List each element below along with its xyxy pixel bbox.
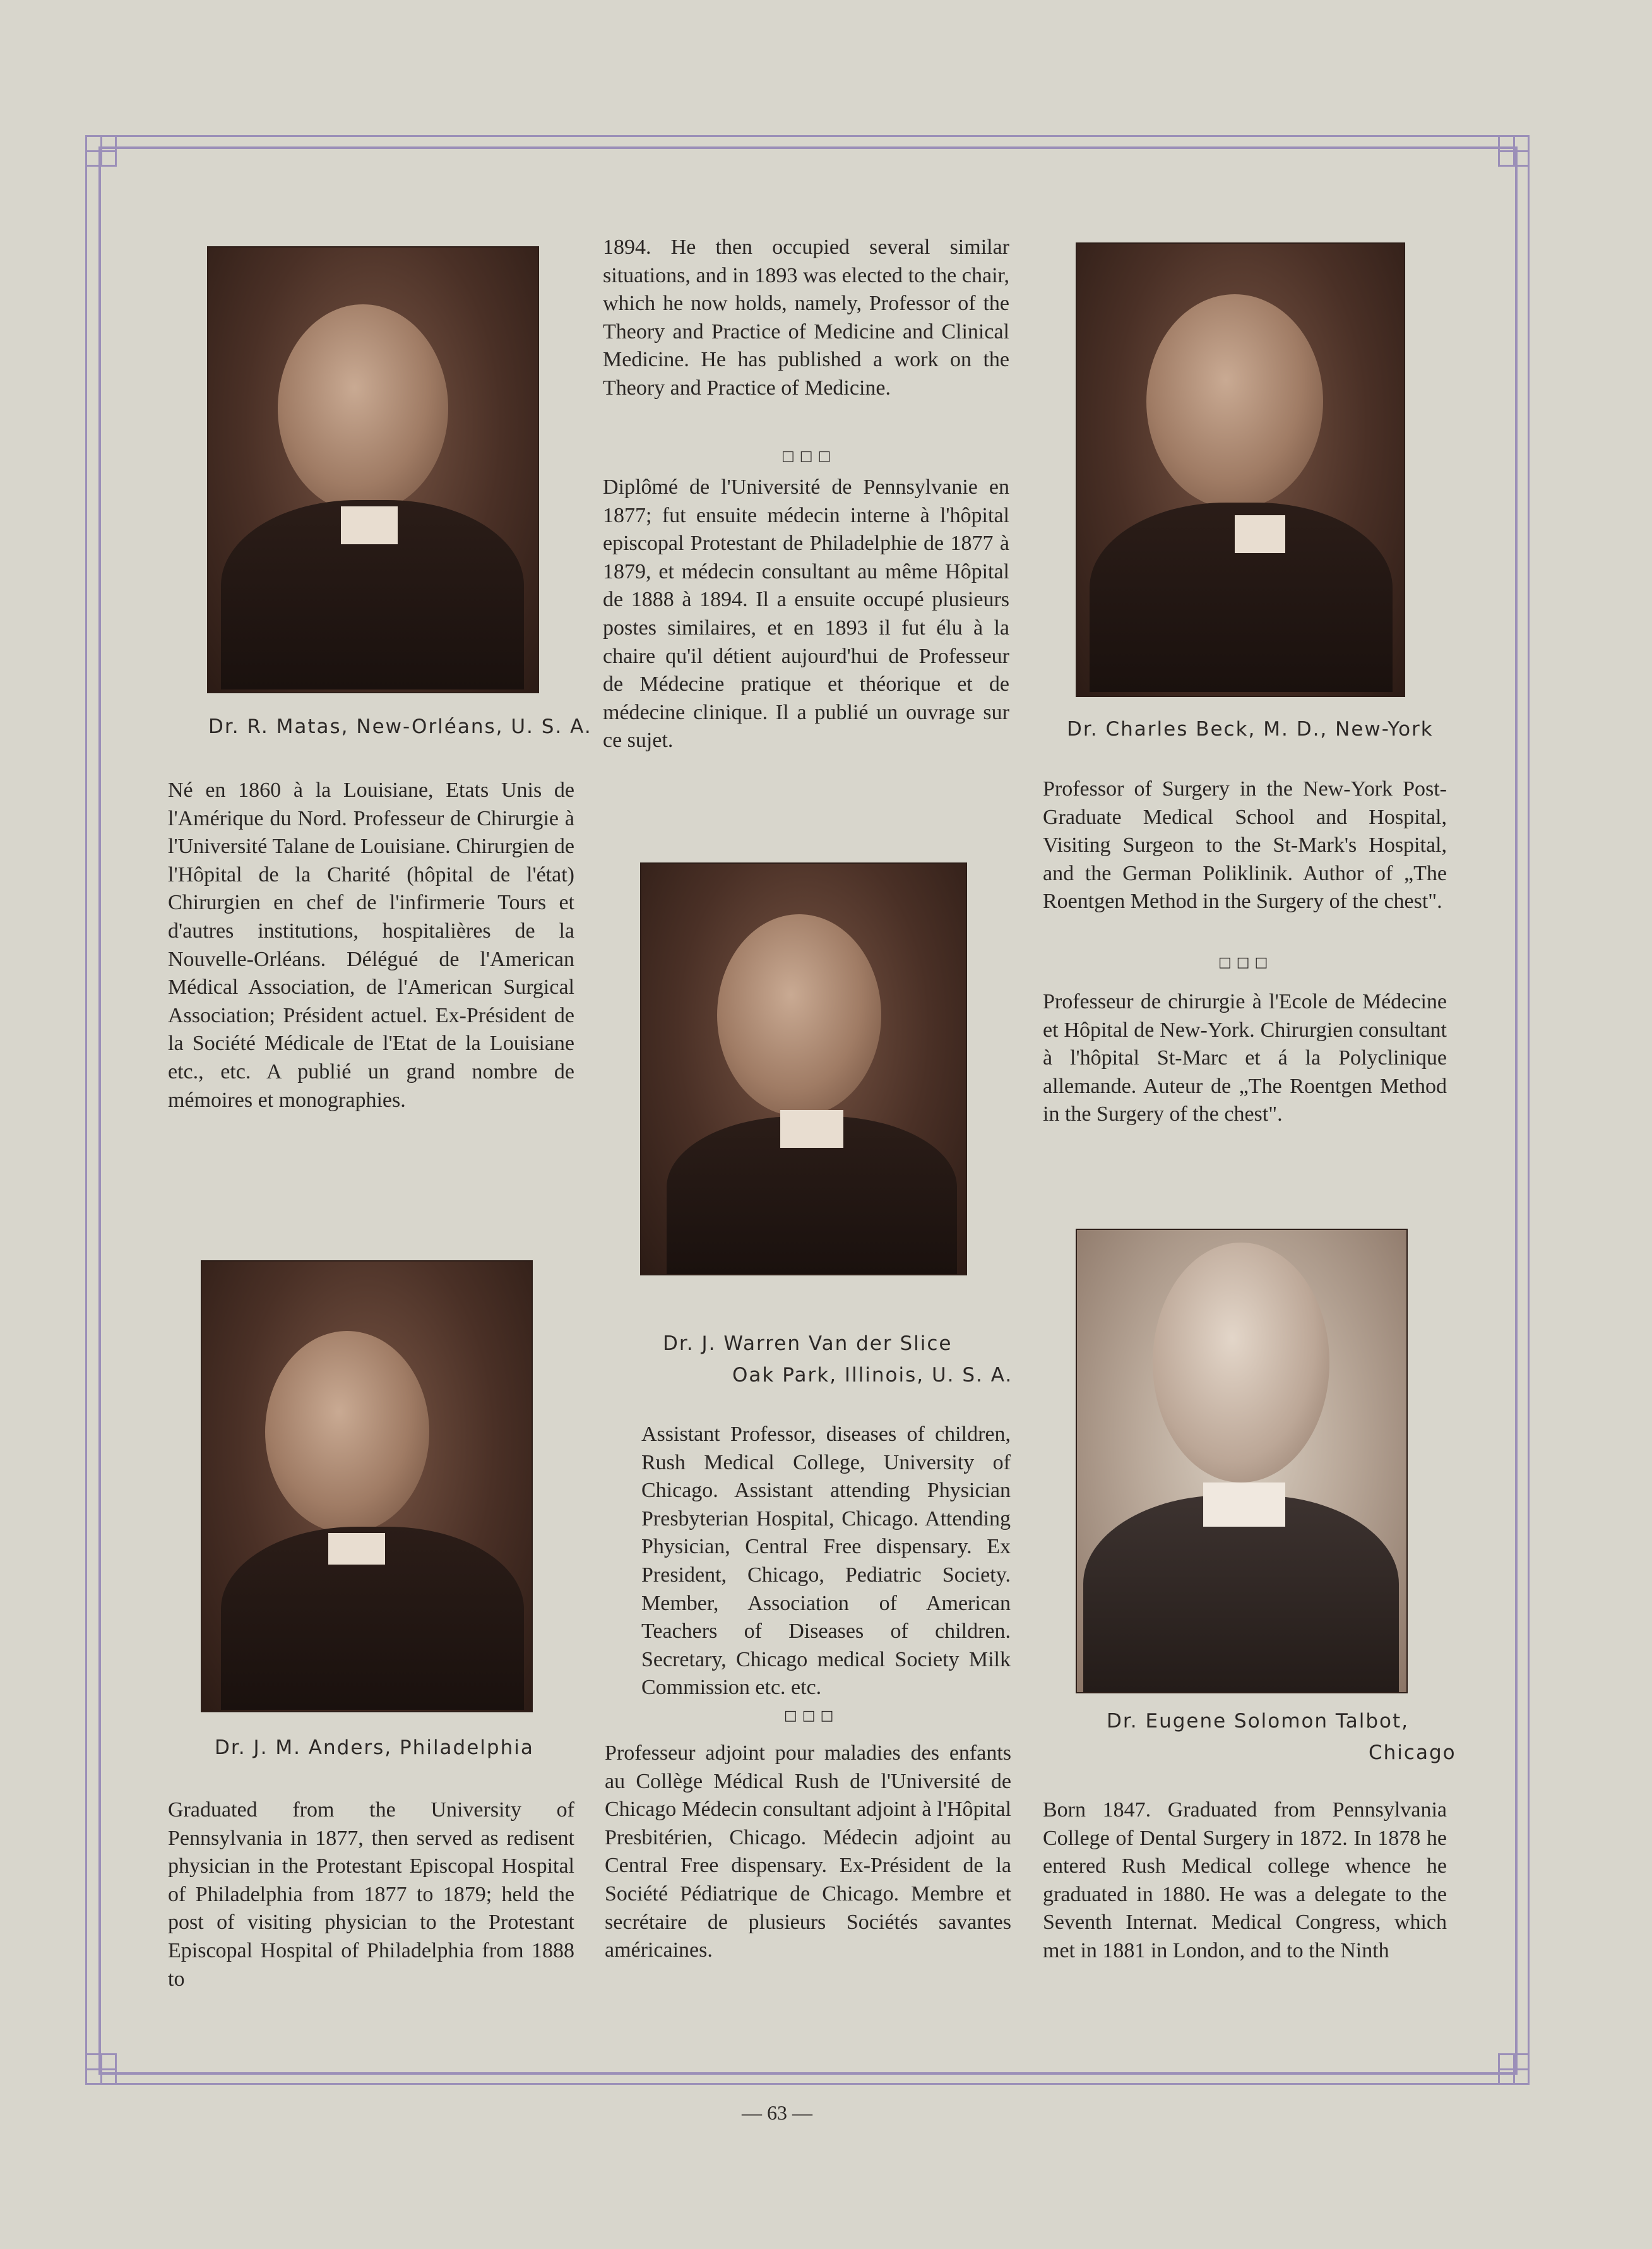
caption-anders: Dr. J. M. Anders, Philadelphia (215, 1736, 534, 1759)
corner-ornament (1498, 2053, 1530, 2085)
separator: □□□ (784, 1708, 839, 1724)
portrait-talbot (1076, 1229, 1408, 1693)
paragraph-beck-fr: Professeur de chirurgie à l'Ecole de Médecine et Hôpital de New-York. Chirurgien consultant à l'hôpital St-Marc et á la Polyclinique allemande. Auteur de „The Roentgen Method in the Surgery of the chest". (1043, 990, 1447, 1126)
caption-vanderslice-place: Oak Park, Illinois, U. S. A. (732, 1364, 1013, 1387)
paragraph-matas-fr: Né en 1860 à la Louisiane, Etats Unis de l'Amérique du Nord. Professeur de Chirurgie à l'Université Talane de Louisiane. Chirurgien de l'Hôpital de la Charité (hôpital de l'état) Chirurgien en chef de l'infirmerie Tours et d'autres institutions, hospitalières de la Nouvelle-Orléans. Délégué de l'American Médical Association, de l'American Surgical Association; Président actuel. Ex-Président de la Société Médicale de l'Etat de la Louisiane etc., etc. A publié un grand nombre de mémoires et monographies. (168, 778, 574, 1112)
portrait-matas (207, 246, 539, 693)
paragraph-vanderslice-en: Assistant Professor, diseases of children, Rush Medical College, University of Chicago. Assistant attending Physician Presbyterian Hospital, Chicago. Attending Physician, Central Free dispensary. Ex President, Chicago, Pediatric Society. Member, Association of American Teachers of Diseases of children. Secretary, Chicago medical Society Milk Commission etc. etc. (641, 1423, 1011, 1700)
separator: □□□ (1218, 955, 1273, 970)
paragraph-talbot-en: Born 1847. Graduated from Pennsylvania College of Dental Surgery in 1872. In 1878 he entered Rush Medical college whence he graduated in 1880. He was a delegate to the Seventh Internat. Medical Congress, which met in 1881 in London, and to the Ninth (1043, 1798, 1447, 1962)
page-number: — 63 — (742, 2101, 812, 2124)
separator: □□□ (781, 448, 836, 464)
caption-talbot-name: Dr. Eugene Solomon Talbot, (1107, 1710, 1409, 1733)
portrait-anders (201, 1260, 533, 1712)
portrait-beck (1076, 242, 1405, 697)
paragraph-anders-en: Graduated from the University of Pennsylvania in 1877, then served as redisent physician in the Protestant Episcopal Hospital of Philadelphia from 1877 to 1879; held the post of visiting physician to the Protestant Episcopal Hospital of Philadelphia from 1888 to (168, 1798, 574, 1991)
paragraph-anders-fr: Diplômé de l'Université de Pennsylvanie en 1877; fut ensuite médecin interne à l'hôpital episcopal Protestant de Philadelphie de 1877 à 1879, et médecin consultant au même Hôpital de 1888 à 1894. Il a ensuite occupé plusieurs postes similaires, et en 1893 il fut élu à la chaire qu'il détient aujourd'hui de Professeur de Médecine pratique et théorique et de médecine clinique. Il a publié un ouvrage sur ce sujet. (603, 475, 1009, 753)
paragraph-anders-en-continued: 1894. He then occupied several similar situations, and in 1893 was elected to the chair, which he now holds, namely, Professor of the Theory and Practice of Medicine and Clinical Medicine. He has published a work on the Theory and Practice of Medicine. (603, 236, 1009, 400)
paragraph-beck-en: Professor of Surgery in the New-York Post-Graduate Medical School and Hospital, Visiting Surgeon to the St-Mark's Hospital, and the German Poliklinik. Author of „The Roentgen Method in the Surgery of the chest". (1043, 777, 1447, 914)
corner-ornament (85, 2053, 117, 2085)
corner-ornament (1498, 135, 1530, 167)
corner-ornament (85, 135, 117, 167)
caption-matas: Dr. R. Matas, New-Orléans, U. S. A. (208, 715, 592, 738)
caption-talbot-place: Chicago (1369, 1741, 1456, 1764)
portrait-vanderslice (640, 862, 967, 1275)
caption-beck: Dr. Charles Beck, M. D., New-York (1067, 718, 1434, 741)
caption-vanderslice-name: Dr. J. Warren Van der Slice (663, 1332, 953, 1355)
paragraph-vanderslice-fr: Professeur adjoint pour maladies des enfants au Collège Médical Rush de l'Université de Chicago Médecin consultant adjoint à l'Hôpital Presbitérien, Chicago. Médecin adjoint au Central Free dispensary. Ex-Président de la Société Pédiatrique de Chicago. Membre et secrétaire de plusieurs Sociétés savantes américaines. (605, 1741, 1011, 1962)
